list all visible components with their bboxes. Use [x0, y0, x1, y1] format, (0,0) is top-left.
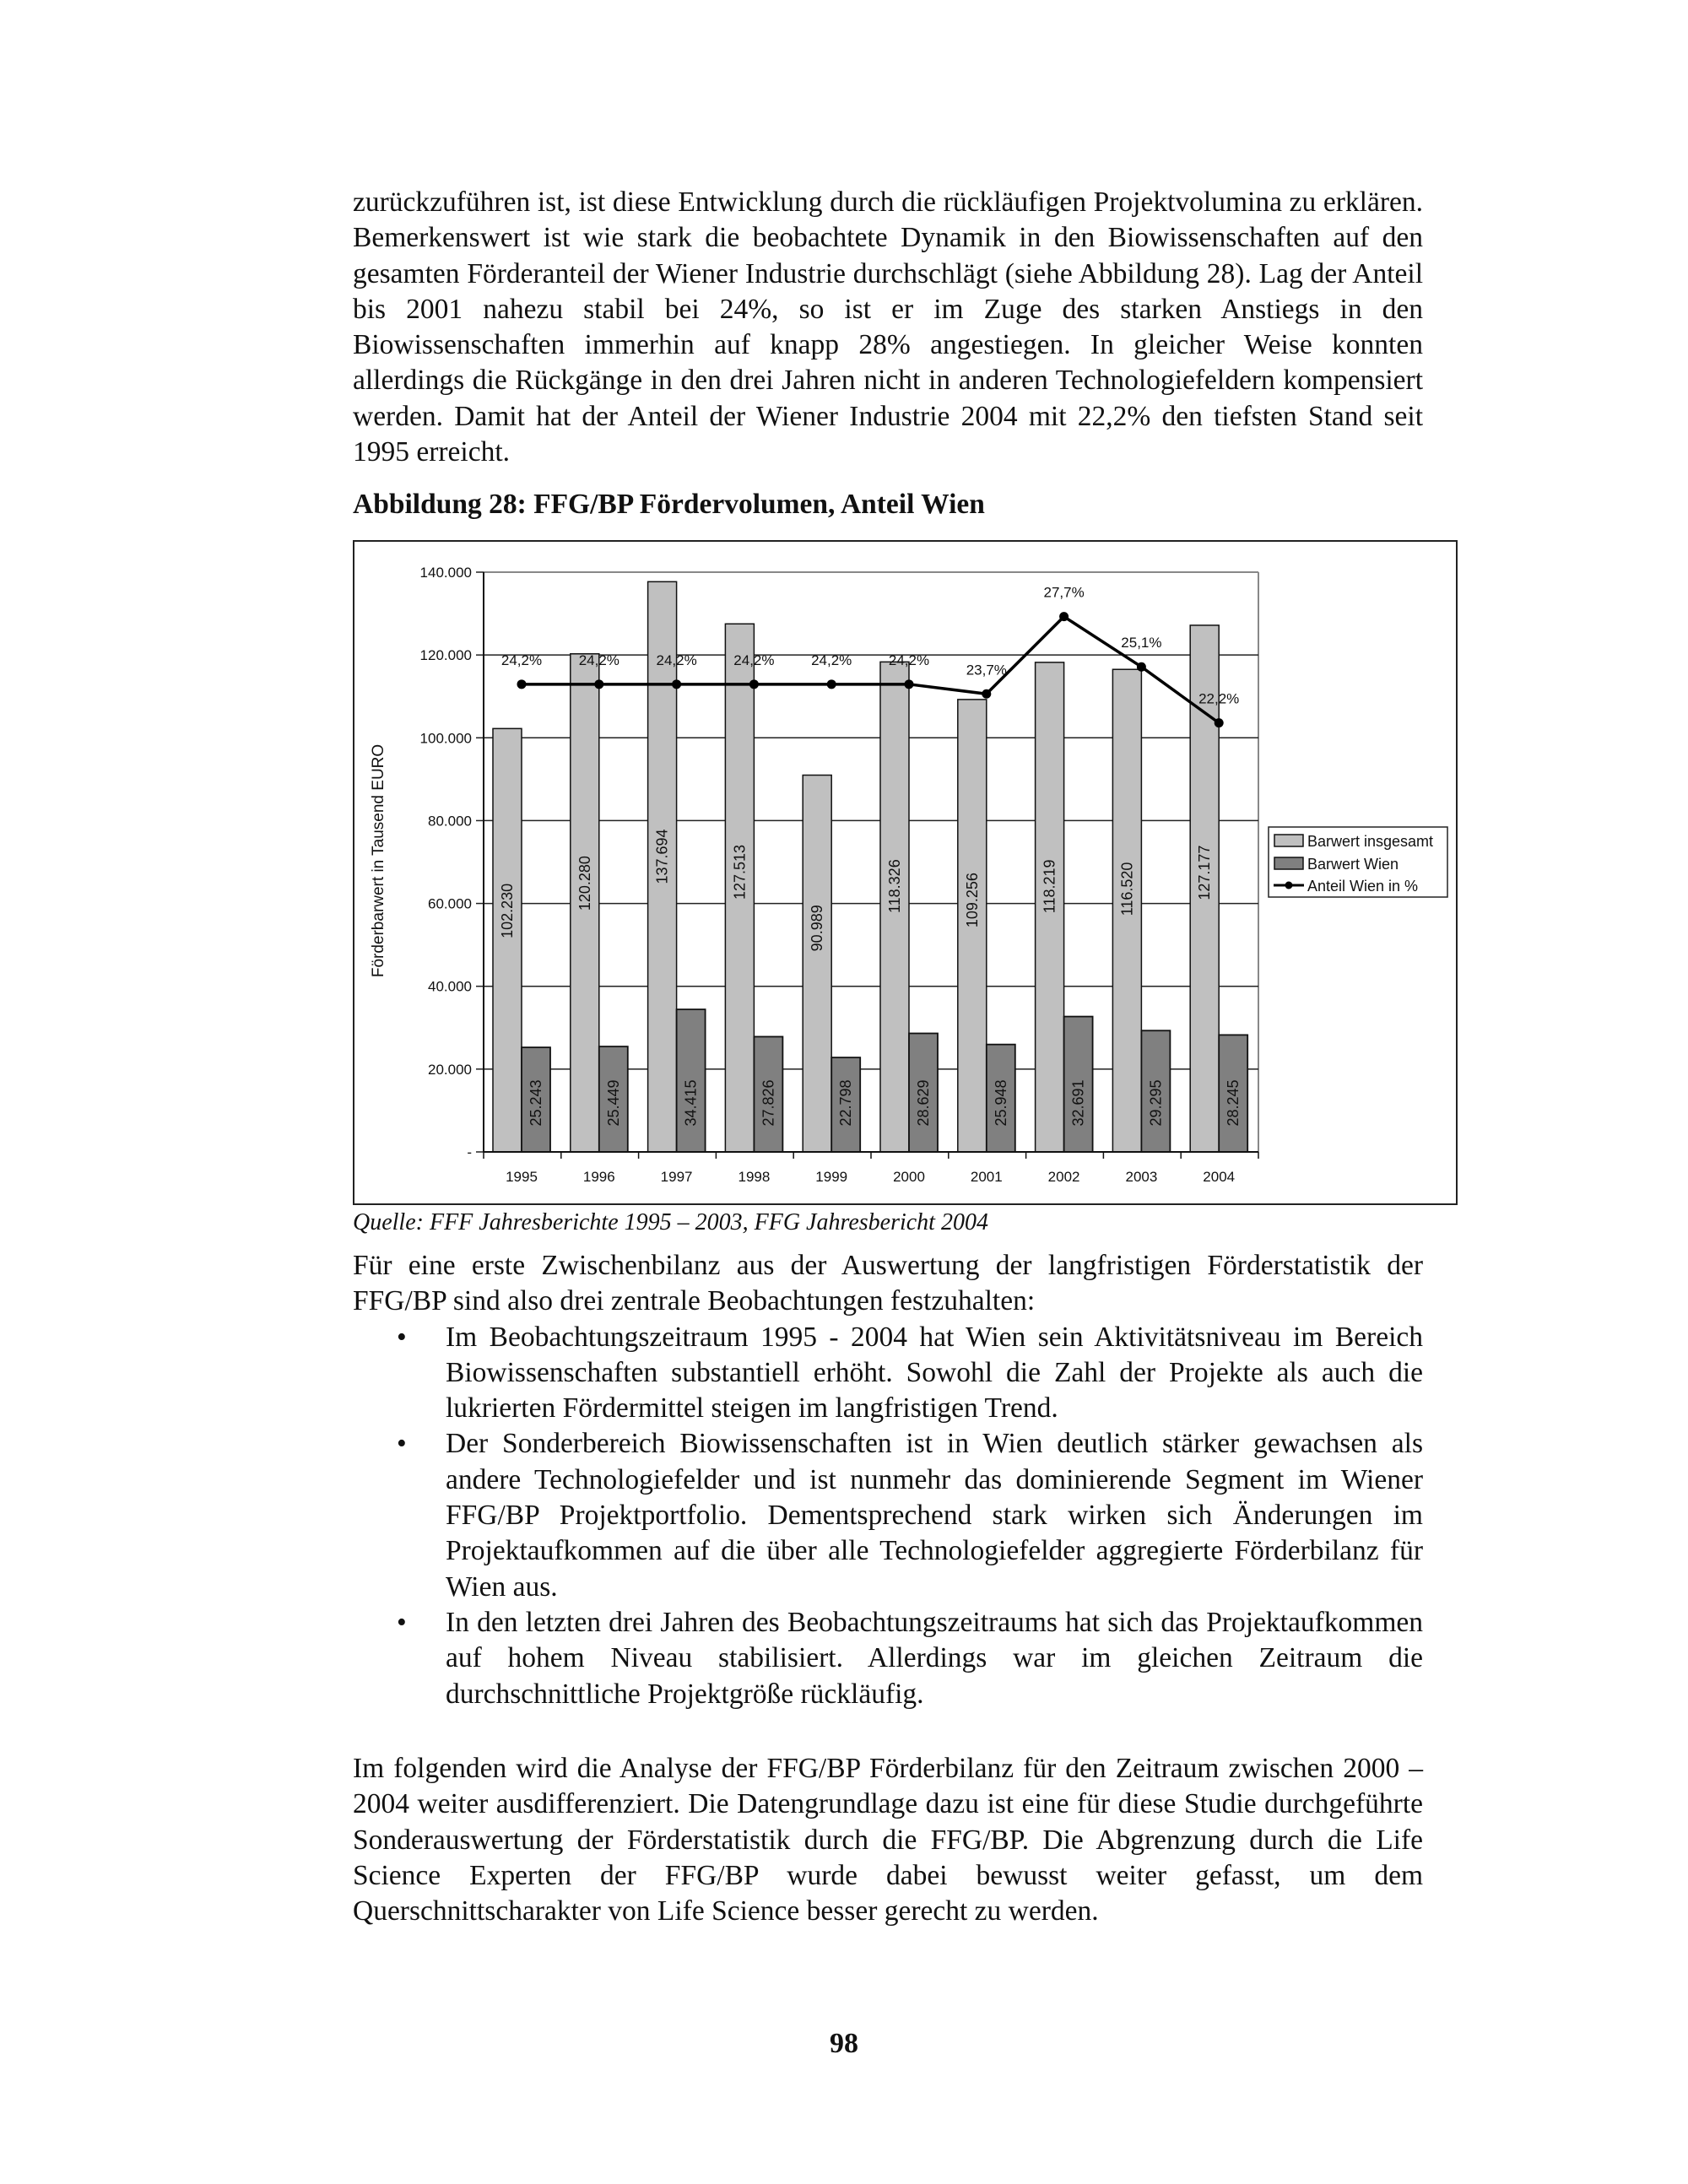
bullet-icon: •: [397, 1606, 407, 1638]
bullet-icon: •: [397, 1428, 407, 1460]
share-label: 24,2%: [733, 651, 775, 668]
legend: [1269, 827, 1447, 897]
bar-wien-label: 25.243: [528, 1079, 544, 1127]
y-tick-label: 100.000: [419, 730, 472, 747]
bar-wien-label: 27.826: [760, 1079, 777, 1127]
figure-source: Quelle: FFF Jahresberichte 1995 – 2003, FFG Jahresbericht 2004: [353, 1209, 988, 1235]
page-number: 98: [830, 2028, 858, 2059]
share-label: 25,1%: [1121, 635, 1162, 651]
bar-wien-label: 25.449: [604, 1079, 622, 1127]
legend-label-wien: Barwert Wien: [1307, 856, 1399, 873]
bar-total-label: 137.694: [653, 829, 671, 884]
bar-wien-label: 22.798: [837, 1079, 855, 1127]
x-tick-label: 1997: [660, 1169, 693, 1185]
share-marker: [1215, 718, 1224, 727]
bullet-icon: •: [397, 1321, 407, 1353]
bar-total-label: 116.520: [1118, 862, 1136, 916]
share-marker: [827, 679, 836, 689]
x-tick-label: 1996: [582, 1169, 615, 1185]
share-marker: [982, 689, 991, 699]
bar-total-label: 127.513: [731, 844, 749, 900]
bar-wien-label: 34.415: [682, 1079, 700, 1127]
list-item-text: In den letzten drei Jahren des Beobachtungszeitraums hat sich das Projektaufkommen auf hohem Niveau stabilisiert. Allerdings war im gleichen Zeitraum die durchschnittliche Projektgröße rückläufig.: [446, 1606, 1423, 1710]
share-label: 24,2%: [500, 651, 543, 668]
y-tick-label: 140.000: [419, 565, 472, 581]
figure-title: Abbildung 28: FFG/BP Fördervolumen, Anteil Wien: [353, 489, 985, 520]
y-tick-label: 40.000: [428, 978, 472, 995]
y-tick-label: 80.000: [428, 813, 472, 830]
bar-total-label: 102.230: [499, 883, 516, 938]
paragraph-intro-text: zurückzuführen ist, ist diese Entwicklung durch die rückläufigen Projektvolumina zu erklären. Bemerkenswert ist wie stark die beobachtete Dynamik in den Biowissenschaften auf den gesamten Förderanteil der Wiener Industrie durchschlägt (siehe Abbildung 28). Lag der Anteil bis 2001 nahezu stabil bei 24%, so ist er im Zuge des starken Anstiegs in den Biowissenschaften immerhin auf knapp 28% angestiegen. In gleicher Weise konnten allerdings die Rückgänge in den drei Jahren nicht in anderen Technologiefeldern kompensiert werden. Damit hat der Anteil der Wiener Industrie 2004 mit 22,2% den tiefsten Stand seit 1995 erreicht.: [353, 187, 1423, 468]
x-tick-label: 1999: [815, 1169, 848, 1185]
share-label: 24,2%: [888, 651, 930, 668]
bar-total-label: 118.326: [886, 859, 903, 914]
x-tick-label: 2004: [1203, 1169, 1236, 1185]
list-item: [353, 1605, 1423, 1712]
share-label: 23,7%: [966, 662, 1007, 678]
list-item: [353, 1320, 1423, 1427]
share-marker: [594, 679, 603, 689]
y-tick-label: 20.000: [428, 1061, 472, 1078]
share-label: 27,7%: [1043, 584, 1085, 601]
paragraph-outlook: [353, 1751, 1423, 1929]
x-tick-label: 2003: [1125, 1169, 1158, 1185]
list-item-text: Der Sonderbereich Biowissenschaften ist in Wien deutlich stärker gewachsen als andere Technologiefelder und ist nunmehr das dominierende Segment im Wiener FFG/BP Projektportfolio. Dementsprechend stark wirken sich Änderungen im Projektaufkommen auf die über alle Technologiefelder aggregierte Förderbilanz für Wien aus.: [446, 1428, 1423, 1603]
y-tick-label: 120.000: [419, 647, 472, 664]
share-label: 22,2%: [1198, 690, 1240, 707]
share-marker: [517, 679, 527, 689]
bar-total: [493, 728, 522, 1152]
bar-total-label: 109.256: [963, 873, 981, 928]
y-tick-label: 60.000: [428, 895, 472, 912]
legend-swatch-wien: [1274, 857, 1303, 869]
bar-total-label: 127.177: [1196, 845, 1214, 900]
share-label: 24,2%: [811, 651, 852, 668]
share-marker: [1059, 612, 1069, 621]
legend-marker-share: [1285, 882, 1293, 889]
y-tick-label: -: [467, 1144, 472, 1160]
x-tick-label: 2001: [970, 1169, 1003, 1185]
legend-label-share: Anteil Wien in %: [1307, 878, 1419, 895]
bar-wien-label: 28.629: [915, 1079, 932, 1127]
bar-total-label: 90.989: [809, 905, 826, 952]
bar-wien-label: 25.948: [992, 1079, 1009, 1127]
list-item: [353, 1426, 1423, 1604]
paragraph-summary-text: Für eine erste Zwischenbilanz aus der Auswertung der langfristigen Förderstatistik der FFG/BP sind also drei zentrale Beobachtungen festzuhalten:: [353, 1250, 1423, 1317]
legend-label-total: Barwert insgesamt: [1307, 833, 1434, 850]
paragraph-summary: [353, 1248, 1423, 1712]
x-tick-label: 2002: [1047, 1169, 1080, 1185]
bar-total: [803, 776, 831, 1152]
share-label: 24,2%: [656, 651, 697, 668]
x-tick-label: 1998: [738, 1169, 771, 1185]
share-label: 24,2%: [578, 651, 619, 668]
paragraph-outlook-text: Im folgenden wird die Analyse der FFG/BP Förderbilanz für den Zeitraum zwischen 2000 – 2004 weiter ausdifferenziert. Die Datengrundlage dazu ist eine für diese Studie durchgeführte Sonderauswertung der Förderstatistik durch die FFG/BP. Die Abgrenzung durch die Life Science Experten der FFG/BP wurde dabei bewusst weiter gefasst, um dem Querschnittscharakter von Life Science besser gerecht zu werden.: [353, 1753, 1423, 1927]
share-marker: [672, 679, 681, 689]
observation-list: [353, 1320, 1423, 1712]
list-item-text: Im Beobachtungszeitraum 1995 - 2004 hat Wien sein Aktivitätsniveau im Bereich Biowissenschaften substantiell erhöht. Sowohl die Zahl der Projekte als auch die lukrierten Fördermittel steigen im langfristigen Trend.: [446, 1321, 1423, 1424]
legend-swatch-total: [1274, 835, 1303, 846]
y-axis-label: Förderbarwert in Tausend EURO: [370, 743, 387, 978]
bar-wien-label: 28.245: [1225, 1079, 1242, 1127]
share-marker: [1137, 662, 1146, 672]
share-marker: [749, 679, 759, 689]
bar-total-label: 118.219: [1041, 859, 1058, 914]
bar-wien-label: 32.691: [1069, 1079, 1087, 1127]
bar-wien-label: 29.295: [1147, 1079, 1165, 1127]
x-tick-label: 2000: [893, 1169, 925, 1185]
bar-total-label: 120.280: [576, 856, 593, 911]
x-tick-label: 1995: [506, 1169, 538, 1185]
share-marker: [905, 679, 914, 689]
